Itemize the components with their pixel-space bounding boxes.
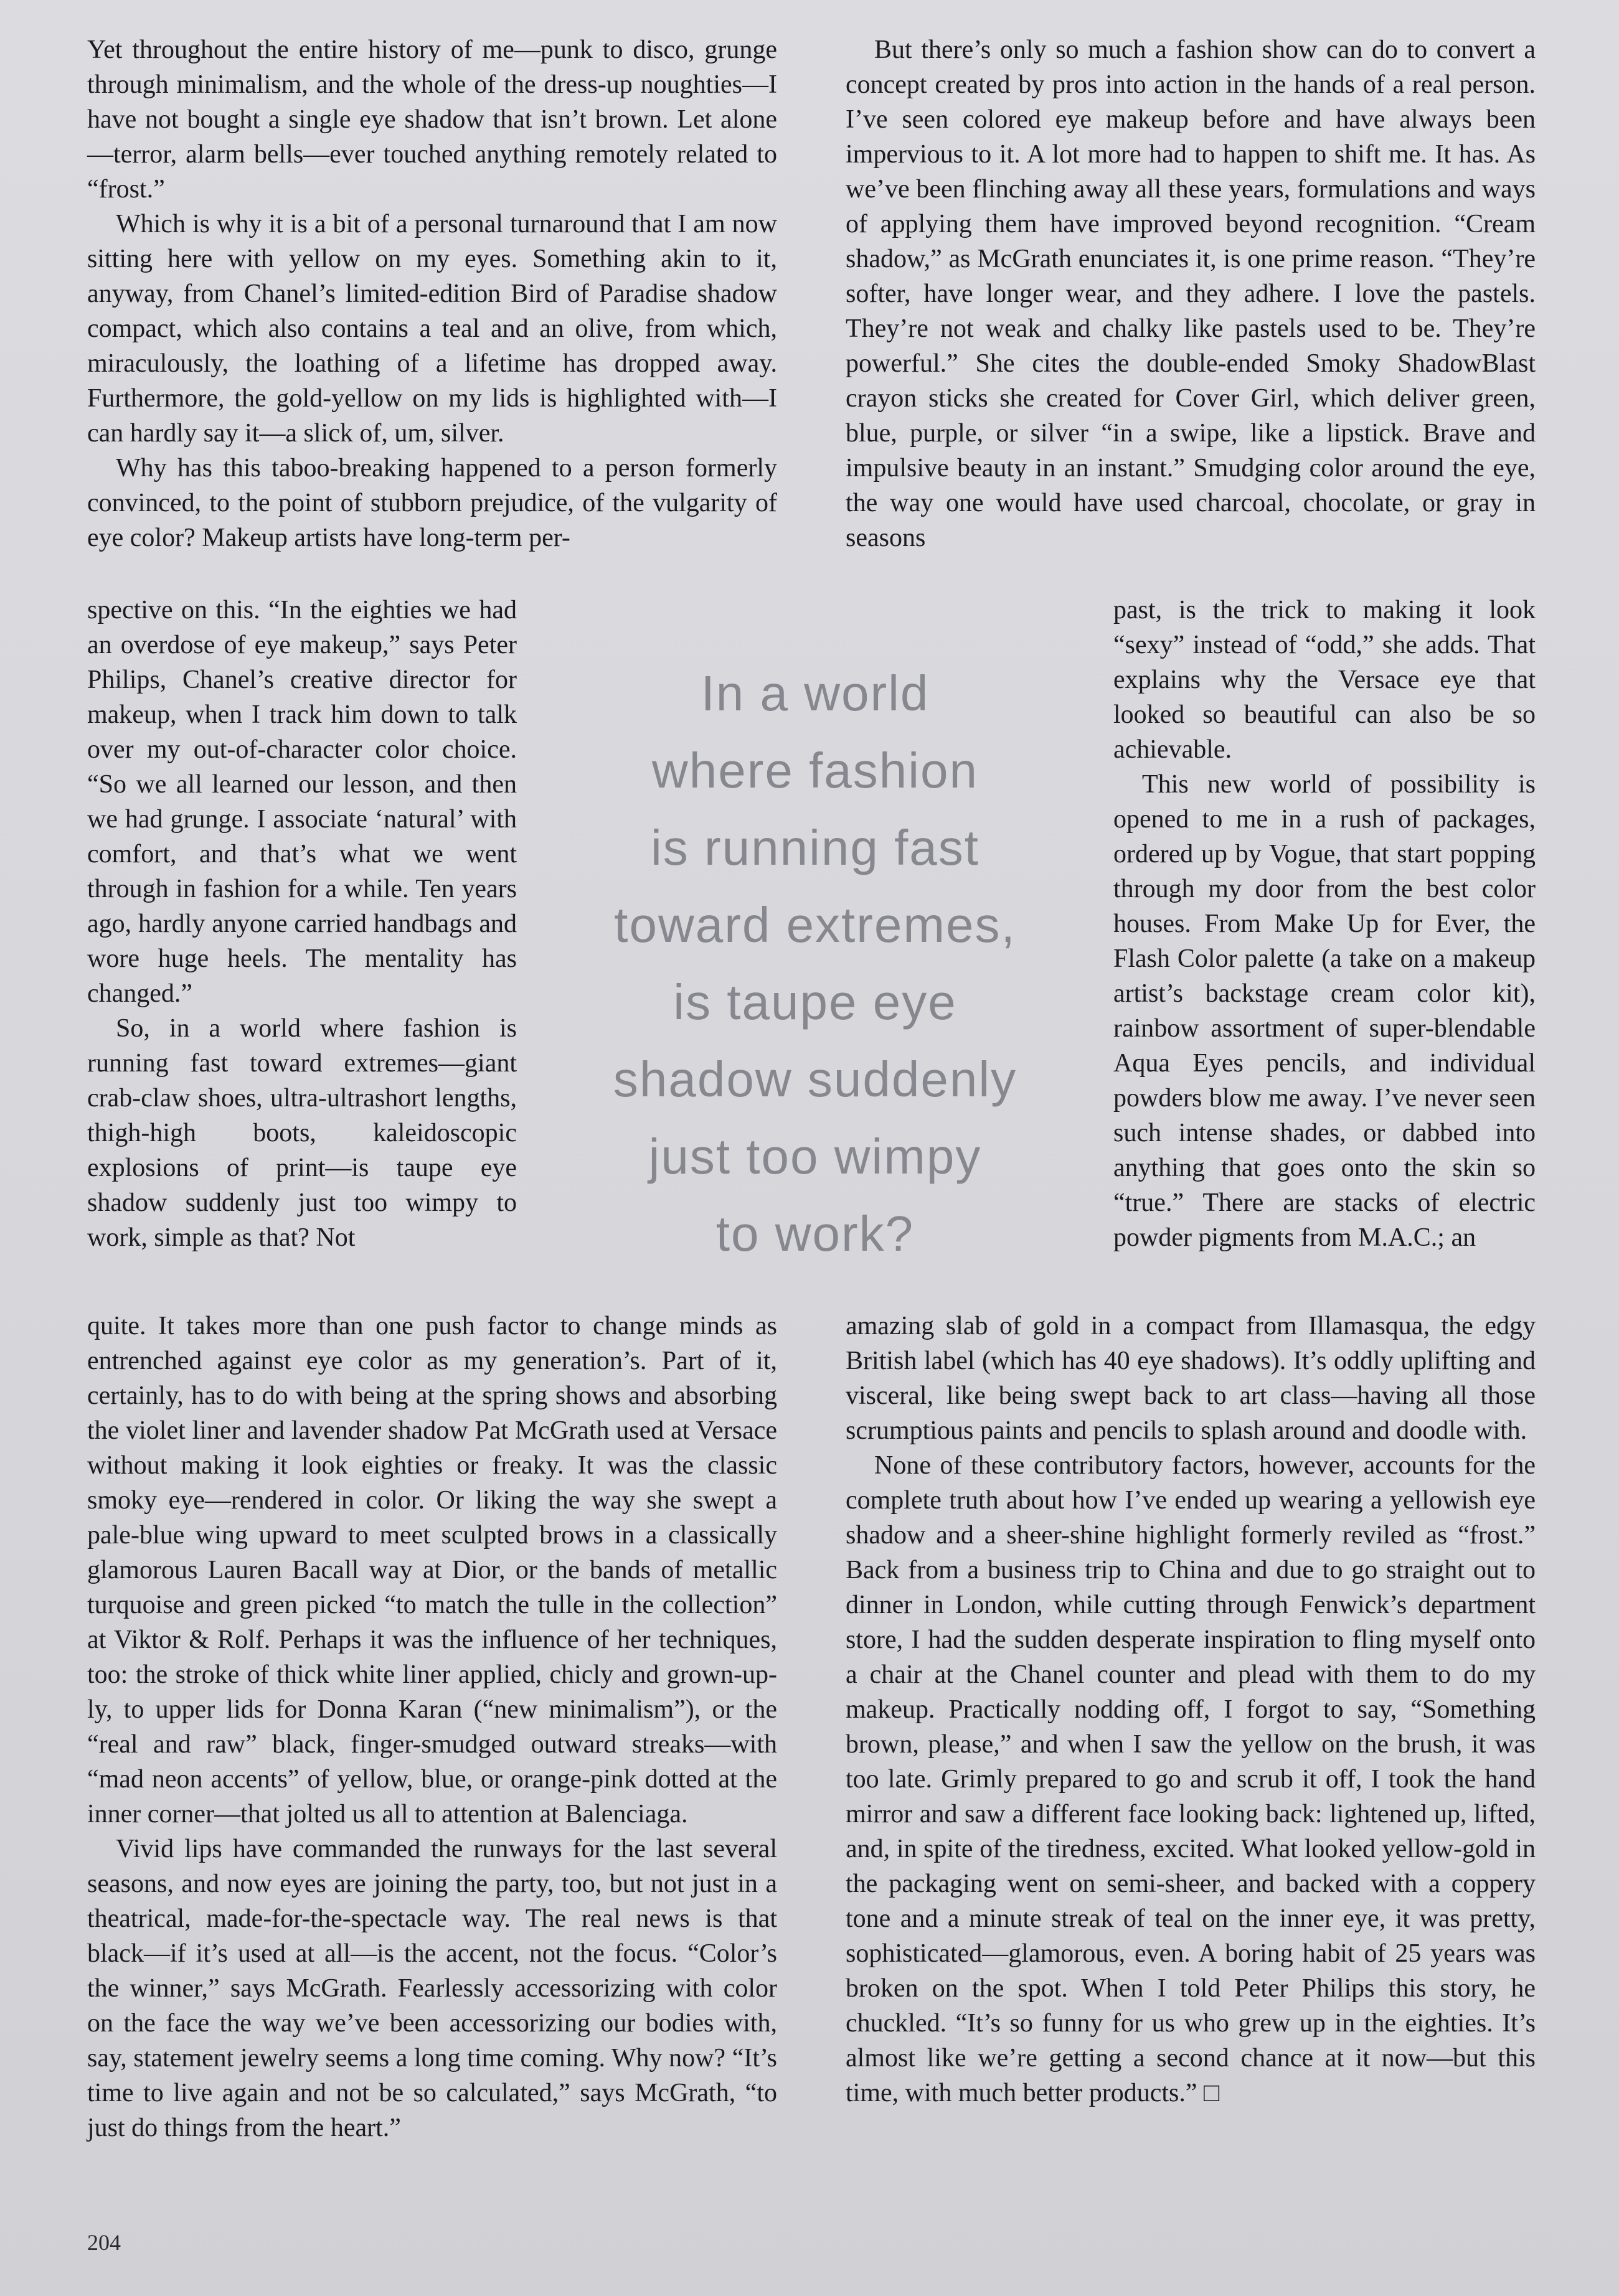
paragraph: Why has this taboo-breaking happened to a person formerly convinced, to the point of stubborn prejudice, of the vulgarity of eye color? Makeup artists have long-term per-: [87, 454, 777, 552]
right-column-wide-bottom: [846, 1309, 1536, 2110]
paragraph-continuation: amazing slab of gold in a compact from Illamasqua, the edgy British label (which has 40 eye shadows). It’s oddly uplifting and visceral, like being swept back to art class—having all those scrumptious paints and pencils to splash around and doodle with.: [846, 1312, 1536, 1445]
paragraph: Which is why it is a bit of a personal turnaround that I am now sitting here with yellow on my eyes. Something akin to it, anyway, from Chanel’s limited-edition Bird of Paradise shadow compact, which also contains a teal and an olive, from which, miraculously, the loathing of a lifetime has dropped away. Furthermore, the gold-yellow on my lids is highlighted with—I can hardly say it—a slick of, um, silver.: [87, 210, 777, 448]
paragraph-continuation: spective on this. “In the eighties we had an overdose of eye makeup,” says Peter Philips, Chanel’s creative director for makeup, when I track him down to talk over my out-of-character color choice. “So we all learned our lesson, and then we had grunge. I associate ‘natural’ with comfort, and that’s what we went through in fashion for a while. Ten years ago, hardly anyone carried handbags and wore huge heels. The mentality has changed.”: [87, 596, 517, 1008]
paragraph: So, in a world where fashion is running fast toward extremes—giant crab-claw shoes, ultra-ultrashort lengths, thigh-high boots, kaleidoscopic explosions of print—is taupe eye shadow suddenly just too wimpy to work, simple as that? Not: [87, 1014, 517, 1252]
paragraph-continuation: past, is the trick to making it look “sexy” instead of “odd,” she adds. That explains why the Versace eye that looked so beautiful can also be so achievable.: [1113, 596, 1536, 764]
right-column-wide-top: [846, 32, 1536, 593]
paragraph: Yet throughout the entire history of me—punk to disco, grunge through minimalism, and the whole of the dress-up noughties—I have not bought a single eye shadow that isn’t brown. Let alone—terror, alarm bells—ever touched anything remotely related to “frost.”: [87, 35, 777, 204]
paragraph: None of these contributory factors, however, accounts for the complete truth about how I’ve ended up wearing a yellowish eye shadow and a sheer-shine highlight formerly reviled as “frost.” Back from a business trip to China and due to go straight out to dinner in London, while cutting through Fenwick’s department store, I had the sudden desperate inspiration to fling myself onto a chair at the Chanel counter and plead with them to do my makeup. Practically nodding off, I forgot to say, “Something brown, please,” and when I saw the yellow on the brush, it was too late. Grimly prepared to go and scrub it off, I took the hand mirror and saw a different face looking back: lightened up, lifted, and, in spite of the tiredness, excited. What looked yellow-gold in the packaging went on semi-sheer, and backed with a coppery tone and a minute streak of teal on the inner eye, it was pretty, sophisticated—glamorous, even. A boring habit of 25 years was broken on the spot. When I told Peter Philips this story, he chuckled. “It’s so funny for us who grew up in the eighties. It’s almost like we’re getting a second chance at it now—but this time, with much better products.” □: [846, 1451, 1536, 2107]
pull-quote-line: just too wimpy: [648, 1129, 982, 1184]
pull-quote: [517, 655, 1113, 1273]
paragraph: Vivid lips have commanded the runways for the last several seasons, and now eyes are joining the party, too, but not just in a theatrical, made-for-the-spectacle way. The real news is that black—if it’s used at all—is the accent, not the focus. “Color’s the winner,” says McGrath. Fearlessly accessorizing with color on the face the way we’ve been accessorizing our bodies with, say, statement jewelry seems a long time coming. Why now? “It’s time to live again and not be so calculated,” says McGrath, “to just do things from the heart.”: [87, 1835, 777, 2142]
left-column-wide-top: [87, 32, 777, 593]
left-column-wide-bottom: [87, 1309, 777, 2145]
pull-quote-line: to work?: [715, 1206, 915, 1261]
page-number: 204: [87, 2230, 121, 2255]
paragraph: But there’s only so much a fashion show can do to convert a concept created by pros into action in the hands of a real person. I’ve seen colored eye makeup before and have always been impervious to it. A lot more had to happen to shift me. It has. As we’ve been flinching away all these years, formulations and ways of applying them have improved beyond recognition. “Cream shadow,” as McGrath enunciates it, is one prime reason. “They’re softer, have longer wear, and they adhere. I love the pastels. They’re not weak and chalky like pastels used to be. They’re powerful.” She cites the double-ended Smoky ShadowBlast crayon sticks she created for Cover Girl, which deliver green, blue, purple, or silver “in a swipe, like a lipstick. Brave and impulsive beauty in an instant.” Smudging color around the eye, the way one would have used charcoal, chocolate, or gray in seasons: [846, 35, 1536, 552]
pull-quote-line: In a world: [701, 666, 930, 721]
pull-quote-line: is running fast: [650, 820, 980, 875]
pull-quote-line: is taupe eye: [673, 974, 957, 1030]
pull-quote-line: toward extremes,: [614, 897, 1016, 953]
pull-quote-line: where fashion: [651, 743, 979, 798]
left-column-narrow: [87, 593, 517, 1309]
right-column-narrow: [1113, 593, 1536, 1309]
paragraph-continuation: quite. It takes more than one push factor to change minds as entrenched against eye color as my generation’s. Part of it, certainly, has to do with being at the spring shows and absorbing the violet liner and lavender shadow Pat McGrath used at Versace without making it look eighties or freaky. It was the classic smoky eye—rendered in color. Or liking the way she swept a pale-blue wing upward to meet sculpted brows in a classically glamorous Lauren Bacall way at Dior, or the bands of metallic turquoise and green picked “to match the tulle in the collection” at Viktor & Rolf. Perhaps it was the influence of her techniques, too: the stroke of thick white liner applied, chicly and grown-up-ly, to upper lids for Donna Karan (“new minimalism”), or the “real and raw” black, finger-smudged outward streaks—with “mad neon accents” of yellow, blue, or orange-pink dotted at the inner corner—that jolted us all to attention at Balenciaga.: [87, 1312, 777, 1828]
paragraph: This new world of possibility is opened to me in a rush of packages, ordered up by Vogue, that start popping through my door from the best color houses. From Make Up for Ever, the Flash Color palette (a take on a makeup artist’s backstage cream color kit), rainbow assortment of super-blendable Aqua Eyes pencils, and individual powders blow me away. I’ve never seen such intense shades, or dabbed into anything that goes onto the skin so “true.” There are stacks of electric powder pigments from M.A.C.; an: [1113, 770, 1536, 1252]
pull-quote-line: shadow suddenly: [613, 1052, 1017, 1107]
